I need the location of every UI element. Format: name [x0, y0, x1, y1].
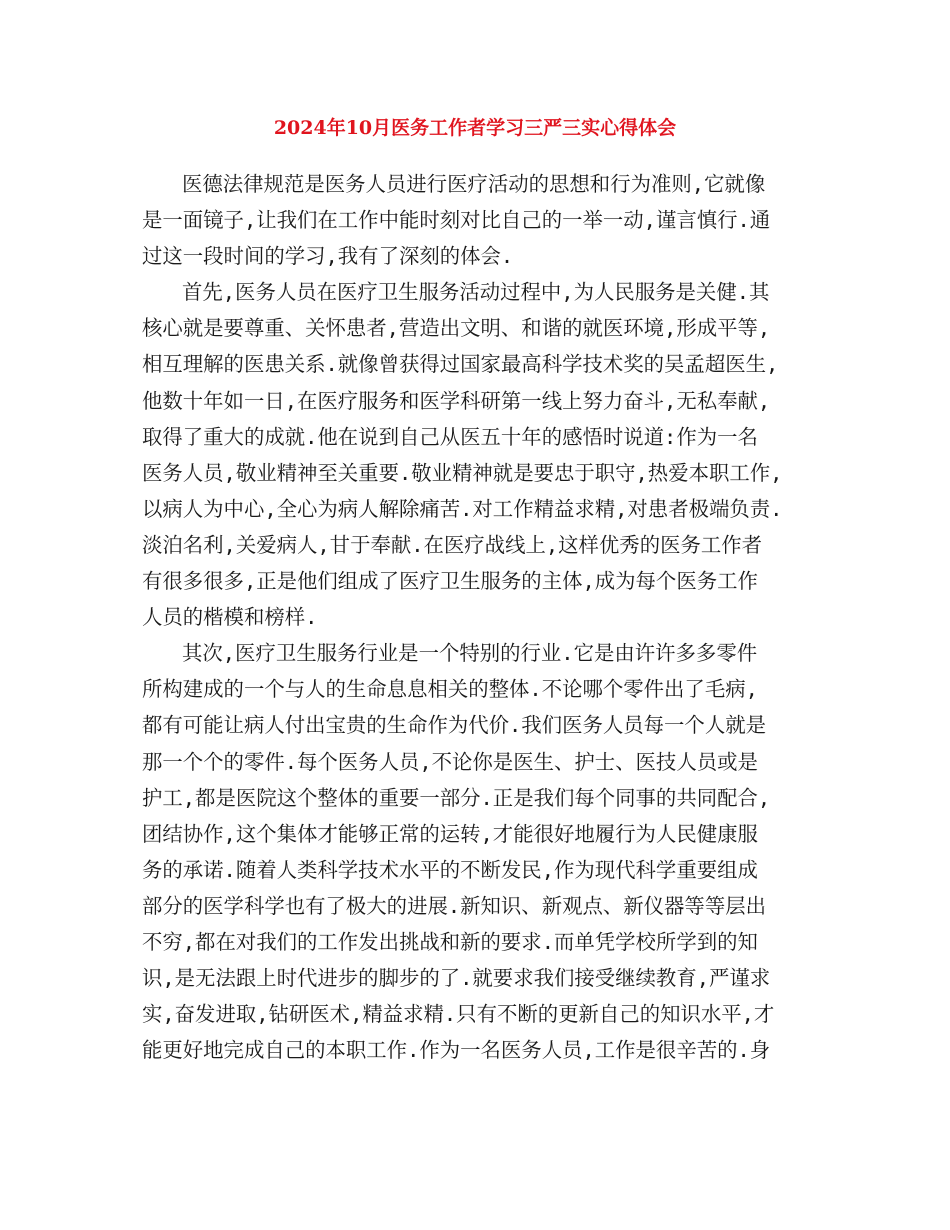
paragraph-2: [142, 274, 812, 635]
paragraph-1: [142, 166, 812, 274]
text-line: 都有可能让病人付出宝贵的生命作为代价.我们医务人员每一个人就是: [142, 713, 766, 738]
text-line: 那一个个的零件.每个医务人员,不论你是医生、护士、医技人员或是: [142, 749, 758, 774]
text-line: 人员的楷模和榜样.: [142, 605, 318, 630]
text-line: 医德法律规范是医务人员进行医疗活动的思想和行为准则,它就像: [182, 172, 766, 196]
text-line: 是一面镜子,让我们在工作中能时刻对比自己的一举一动,谨言慎行.通: [142, 208, 771, 233]
text-line: 识,是无法跟上时代进步的脚步的了.就要求我们接受继续教育,严谨求: [142, 966, 771, 991]
text-line: 有很多很多,正是他们组成了医疗卫生服务的主体,成为每个医务工作: [142, 569, 758, 594]
text-line: 他数十年如一日,在医疗服务和医学科研第一线上努力奋斗,无私奉献,: [142, 388, 771, 413]
text-line: 取得了重大的成就.他在说到自己从医五十年的感悟时说道:作为一名: [142, 424, 758, 449]
text-line: 部分的医学科学也有了极大的进展.新知识、新观点、新仪器等等层出: [142, 893, 766, 918]
text-line: 相互理解的医患关系.就像曾获得过国家最高科学技术奖的吴孟超医生,: [142, 352, 779, 377]
text-line: 不穷,都在对我们的工作发出挑战和新的要求.而单凭学校所学到的知: [142, 929, 758, 954]
text-line: 护工,都是医院这个整体的重要一部分.正是我们每个同事的共同配合,: [142, 785, 771, 810]
text-line: 务的承诺.随着人类科学技术水平的不断发民,作为现代科学重要组成: [142, 857, 758, 882]
document-body: [142, 166, 812, 1068]
text-line: 以病人为中心,全心为病人解除痛苦.对工作精益求精,对患者极端负责.: [142, 496, 783, 521]
paragraph-3: [142, 635, 812, 1068]
text-line: 其次,医疗卫生服务行业是一个特别的行业.它是由许许多多零件: [182, 641, 758, 666]
text-line: 过这一段时间的学习,我有了深刻的体会.: [142, 244, 514, 269]
text-line: 首先,医务人员在医疗卫生服务活动过程中,为人民服务是关健.其: [182, 280, 770, 305]
document-title: 2024年10月医务工作者学习三严三实心得体会: [273, 117, 677, 139]
text-line: 淡泊名利,关爱病人,甘于奉献.在医疗战线上,这样优秀的医务工作者: [142, 532, 763, 557]
text-line: 医务人员,敬业精神至关重要.敬业精神就是要忠于职守,热爱本职工作,: [142, 460, 783, 485]
text-line: 实,奋发进取,钻研医术,精益求精.只有不断的更新自己的知识水平,才: [142, 1002, 775, 1027]
text-line: 能更好地完成自己的本职工作.作为一名医务人员,工作是很辛苦的.身: [142, 1038, 771, 1063]
text-line: 核心就是要尊重、关怀患者,营造出文明、和谐的就医环境,形成平等,: [142, 316, 771, 341]
text-line: 所构建成的一个与人的生命息息相关的整体.不论哪个零件出了毛病,: [142, 677, 758, 702]
text-line: 团结协作,这个集体才能够正常的运转,才能很好地履行为人民健康服: [142, 821, 758, 846]
